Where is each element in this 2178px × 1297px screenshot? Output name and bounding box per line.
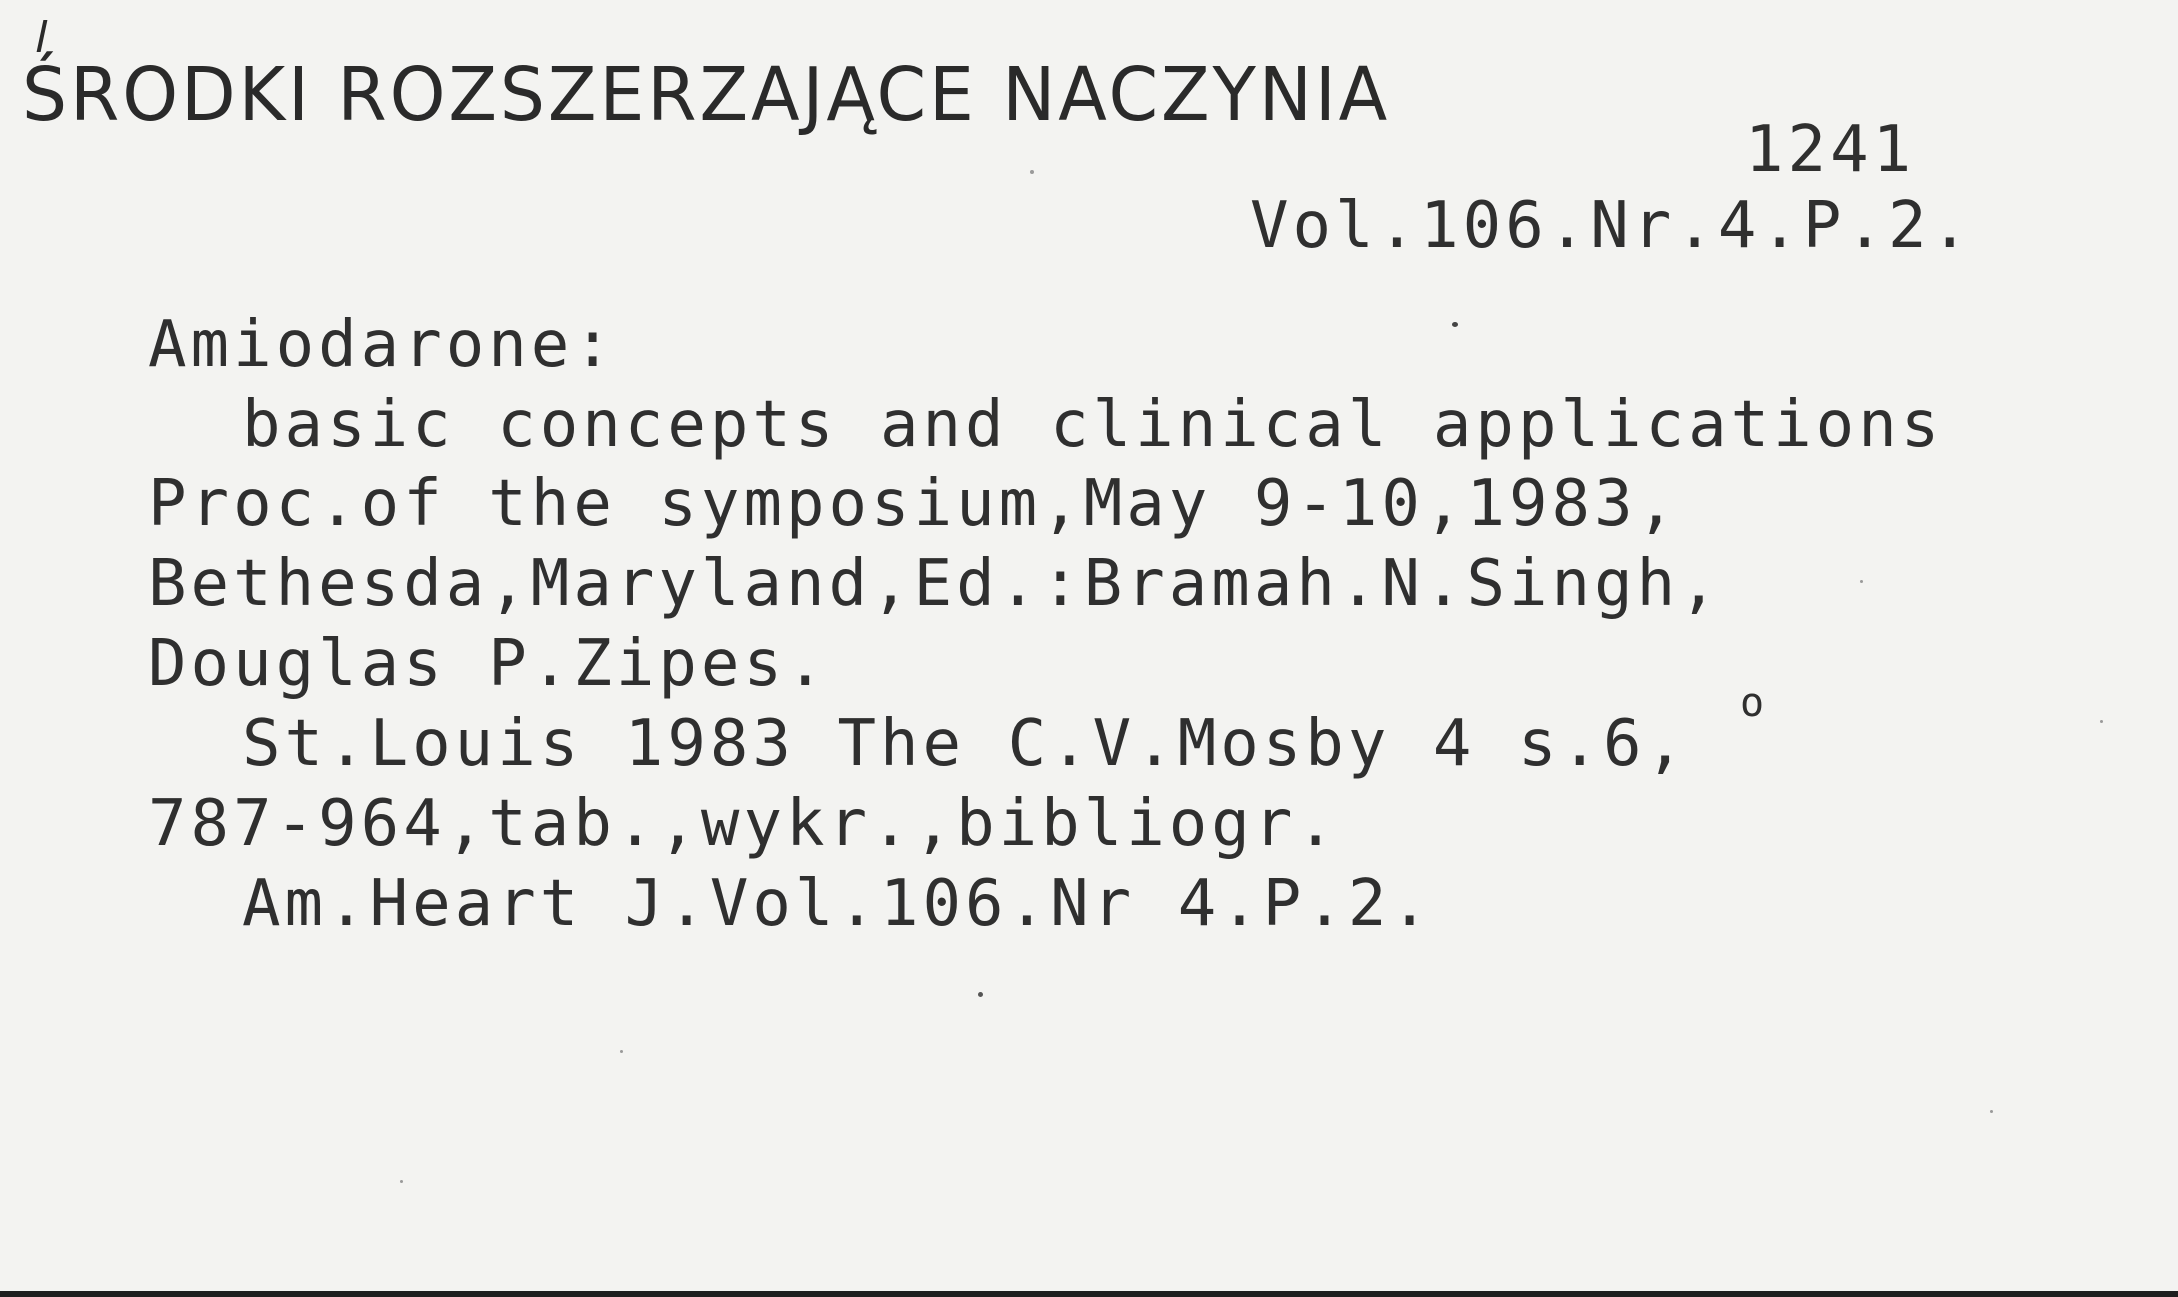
volume-reference: Vol.106.Nr.4.P.2. (1250, 189, 1974, 263)
paper-speck (620, 1050, 623, 1053)
paper-speck (978, 992, 983, 997)
format-superscript: o (1740, 680, 1765, 726)
record-series: Am.Heart J.Vol.106.Nr 4.P.2. (242, 867, 1433, 941)
record-publisher: St.Louis 1983 The C.V.Mosby 4 s.6, (242, 707, 1689, 781)
record-title: Amiodarone: (148, 308, 616, 382)
subject-heading: ŚRODKI ROZSZERZAJĄCE NACZYNIA (22, 52, 1391, 138)
card-number: 1241 (1745, 113, 1916, 187)
paper-speck (2100, 720, 2103, 723)
heading-accent-mark (37, 20, 62, 52)
record-editors-2: Douglas P.Zipes. (148, 627, 829, 701)
record-subtitle: basic concepts and clinical applications (242, 388, 1944, 462)
record-pages: 787-964,tab.,wykr.,bibliogr. (148, 787, 1339, 861)
record-editors-1: Bethesda,Maryland,Ed.:Bramah.N.Singh, (148, 547, 1722, 621)
paper-speck (400, 1180, 403, 1183)
paper-speck (1452, 322, 1458, 327)
card-bottom-edge (0, 1291, 2178, 1297)
paper-speck (1990, 1110, 1993, 1113)
record-proceedings: Proc.of the symposium,May 9-10,1983, (148, 467, 1680, 541)
paper-speck (1030, 170, 1034, 174)
paper-speck (1860, 580, 1863, 583)
